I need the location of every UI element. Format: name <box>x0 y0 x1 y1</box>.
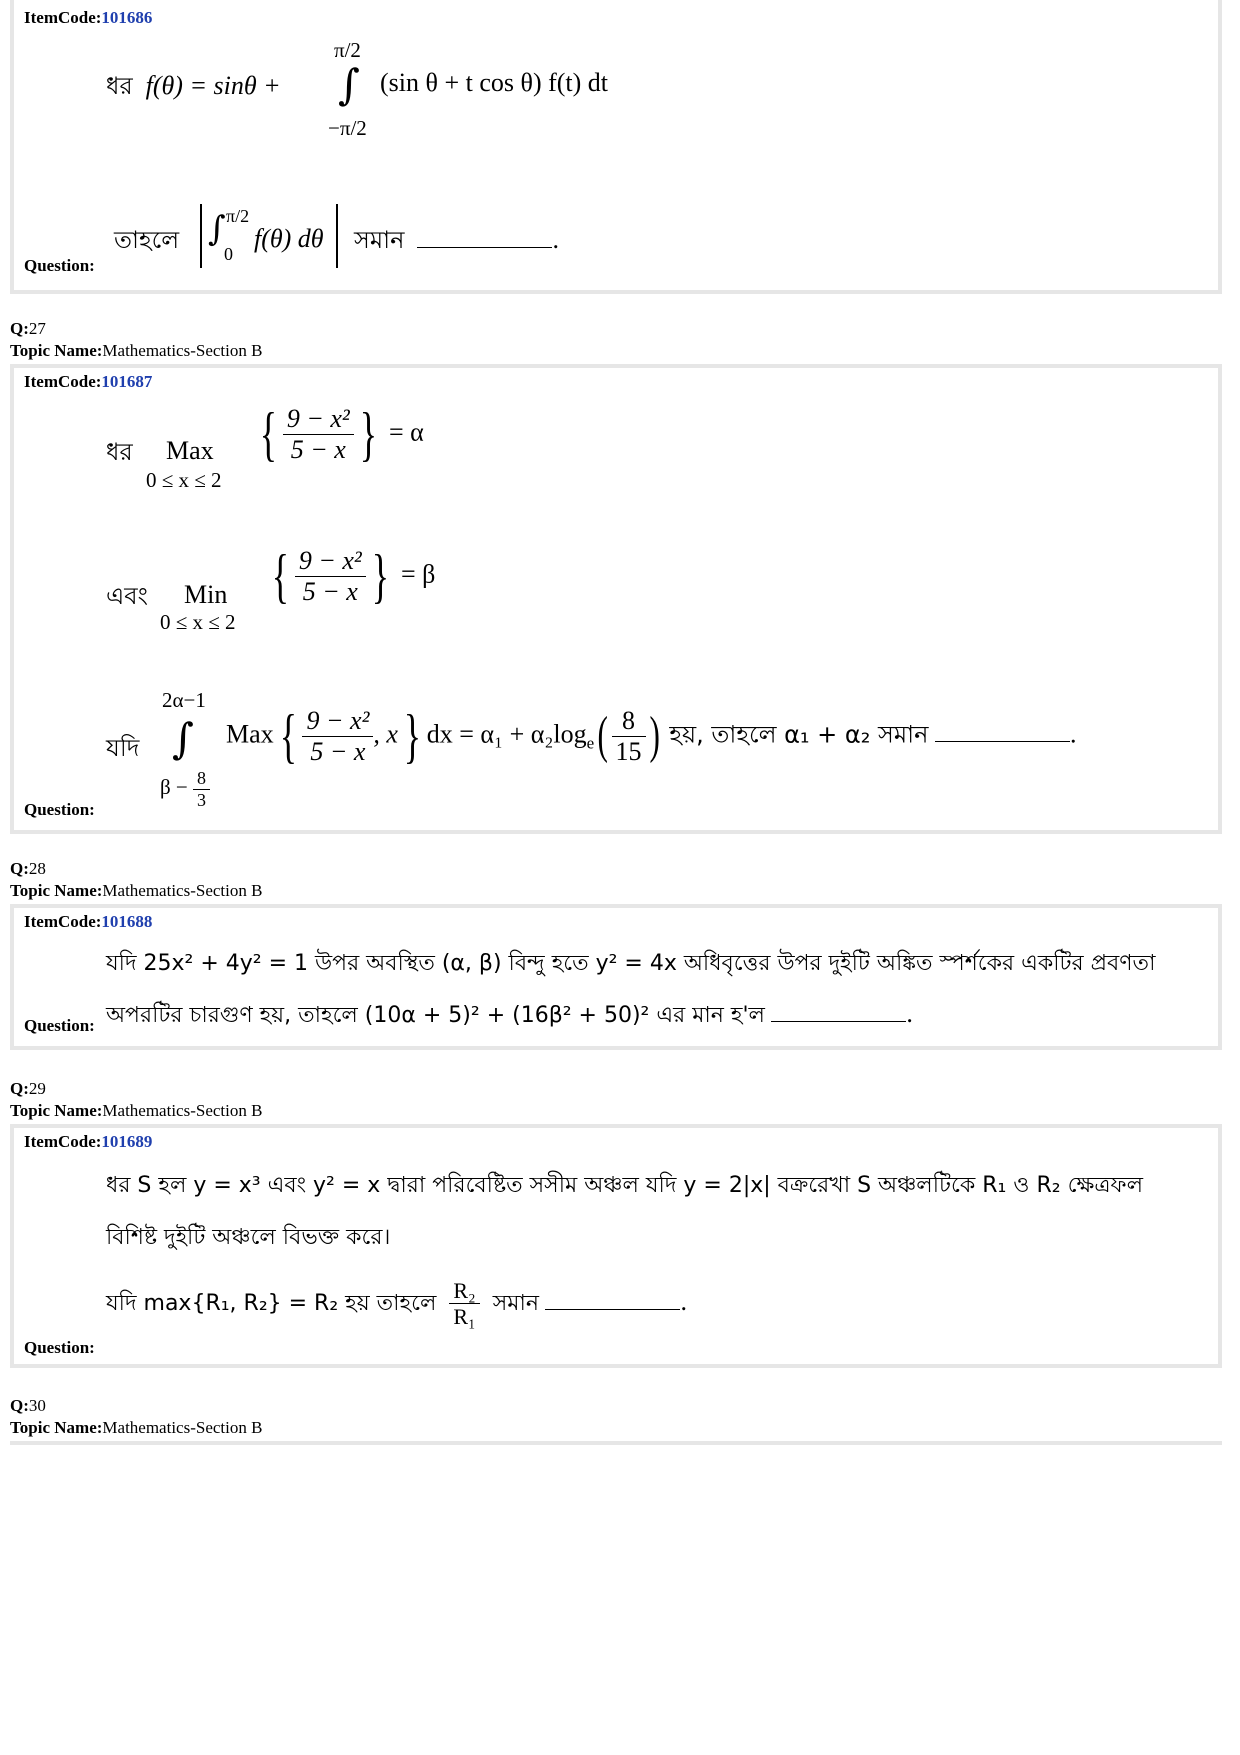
q29-line-1: ধর S হল y = x³ এবং y² = x দ্বারা পরিবেষ্টিত সসীম অঞ্চল যদি y = 2|x| বক্ররেখা S অঞ্চলটিকে R₁ ও R₂ ক্ষেত্রফল <box>106 1173 1143 1198</box>
q26-integrand-2: f(θ) dθ <box>254 224 324 253</box>
q27-int-lower: β − $\frac{8}{3}$ <box>160 768 210 810</box>
answer-blank[interactable] <box>771 1003 906 1022</box>
item-code: ItemCode:101688 <box>24 912 153 931</box>
q27-if: যদি <box>106 734 140 762</box>
q27-and: এবং <box>106 582 148 610</box>
q29-header: Q:29 Topic Name:Mathematics-Section B <box>10 1079 263 1120</box>
q27-min-range: 0 ≤ x ≤ 2 <box>160 610 236 634</box>
q27-integrand: Max{ $\frac{\text{9 − x²}}{5 - x}$ , x} dx = $\alpha_1 + \alpha_2\log_e$( $\frac{8}{15}$ ) হয়, তাহলে α₁ + α₂ সমান . <box>226 703 1077 770</box>
item-code-value: 101687 <box>101 372 153 391</box>
answer-blank[interactable] <box>545 1291 680 1310</box>
q26-int2-upper: π/2 <box>226 206 250 226</box>
item-code-value: 101688 <box>101 912 153 931</box>
q27-max-range: 0 ≤ x ≤ 2 <box>146 468 222 492</box>
item-code-value: 101689 <box>101 1132 153 1151</box>
question-label: Question: <box>24 256 95 275</box>
q26-answer: সমান . <box>354 225 559 254</box>
q26-int2-lower: 0 <box>224 244 233 264</box>
question-box-101689 <box>10 1124 1222 1368</box>
q26-int-upper: π/2 <box>334 38 361 62</box>
item-code: ItemCode:101689 <box>24 1132 153 1151</box>
q29-line-3: যদি max{R₁, R₂} = R₂ হয় তাহলে $\frac{\text{R₂}}{\text{R₁}}$ সমান . <box>106 1278 687 1330</box>
q30-header: Q:30 Topic Name:Mathematics-Section B <box>10 1396 263 1437</box>
q27-header: Q:27 Topic Name:Mathematics-Section B <box>10 319 263 360</box>
q28-line-1: যদি 25x² + 4y² = 1 উপর অবস্থিত (α, β) বিন্দু হতে y² = 4x অধিবৃত্তের উপর দুইটি অঙ্কিত স্পর্শকের একটির প্রবণতা <box>106 951 1156 976</box>
question-label: Question: <box>24 800 95 819</box>
q26-integral-sign: ∫ <box>338 60 360 109</box>
abs-bar-right <box>336 204 338 268</box>
question-box-101686 <box>10 0 1222 294</box>
answer-blank[interactable] <box>935 723 1070 742</box>
q27-let: ধর <box>106 438 133 466</box>
q26-integral-sign-2: ∫ <box>208 209 226 249</box>
q27-max-op: Max <box>166 436 214 465</box>
section-divider <box>10 1441 1222 1445</box>
q28-line-2: অপরটির চারগুণ হয়, তাহলে (10α + 5)² + (16β² + 50)² এর মান হ'ল . <box>106 999 913 1028</box>
q26-integrand: (sin θ + t cos θ) f(t) dt <box>380 68 609 97</box>
q27-min-frac: { $\frac{\text{9 − x²}}{5 - x}$ } = β <box>271 543 436 610</box>
q27-max-frac: { $\frac{\text{9 − x²}}{5 - x}$ } = α <box>259 401 424 468</box>
q26-int-lower: −π/2 <box>328 116 367 140</box>
item-code-value: 101686 <box>101 8 153 27</box>
q26-definition: ধর f(θ) = sinθ + <box>106 71 281 100</box>
question-box-101688 <box>10 904 1222 1050</box>
item-code: ItemCode:101686 <box>24 8 153 27</box>
question-label: Question: <box>24 1016 95 1035</box>
q27-integral-sign: ∫ <box>172 714 194 763</box>
q26-then: তাহলে <box>114 226 180 254</box>
q27-int-upper: 2α−1 <box>162 688 206 712</box>
q29-line-2: বিশিষ্ট দুইটি অঞ্চলে বিভক্ত করে। <box>106 1225 391 1250</box>
question-box-101687 <box>10 364 1222 834</box>
question-label: Question: <box>24 1338 95 1357</box>
abs-bar-left <box>200 204 202 268</box>
answer-blank[interactable] <box>417 229 552 248</box>
item-code: ItemCode:101687 <box>24 372 153 391</box>
q27-min-op: Min <box>184 580 228 609</box>
q28-header: Q:28 Topic Name:Mathematics-Section B <box>10 859 263 900</box>
